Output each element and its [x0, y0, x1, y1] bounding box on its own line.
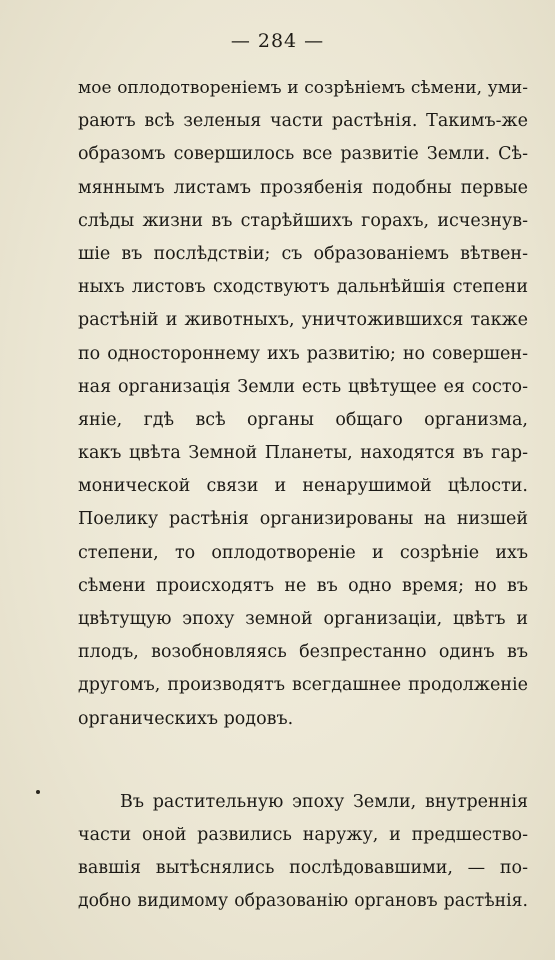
- text-line: степени, то оплодотвореніе и созрѣніе ихъ: [78, 542, 528, 563]
- paragraph-gap: [78, 736, 528, 786]
- ink-speck: [36, 790, 40, 794]
- text-line: по одностороннему ихъ развитію; но совершен-: [78, 343, 528, 364]
- text-line: мое оплодотвореніемъ и созрѣніемъ сѣмени, уми-: [78, 78, 528, 98]
- text-line: растѣній и животныхъ, уничтожившихся также: [78, 310, 528, 331]
- text-line: вавшія вытѣснялись послѣдовавшими, — по-: [78, 858, 528, 879]
- text-line: ная организація Земли есть цвѣтущее ея состо-: [78, 376, 528, 397]
- text-line: сѣмени происходятъ не въ одно время; но въ: [78, 575, 528, 596]
- text-line: плодъ, возобновляясь безпрестанно одинъ въ: [78, 642, 528, 663]
- text-line: части оной развились наружу, и предшество-: [78, 824, 528, 845]
- body-text: [78, 72, 528, 919]
- text-line: какъ цвѣта Земной Планеты, находятся въ гар-: [78, 443, 528, 464]
- text-line: образомъ совершилось все развитіе Земли. Сѣ-: [78, 144, 528, 165]
- text-line: Въ растительную эпоху Земли, внутреннія: [120, 791, 528, 812]
- text-line: органическихъ родовъ.: [78, 708, 294, 729]
- paragraph-1: [78, 72, 528, 736]
- page-number: — 284 —: [230, 30, 325, 52]
- text-line: ныхъ листовъ сходствуютъ дальнѣйшія степени: [78, 277, 528, 298]
- text-line: раютъ всѣ зеленыя части растѣнія. Такимъ-же: [78, 111, 528, 132]
- text-line: другомъ, производятъ всегдашнее продолженіе: [78, 675, 528, 696]
- text-line: Поелику растѣнія организированы на низшей: [78, 509, 528, 530]
- text-line: слѣды жизни въ старѣйшихъ горахъ, исчезнув-: [78, 210, 528, 231]
- text-line: мяннымъ листамъ прозябенія подобны первые: [78, 177, 528, 198]
- paragraph-2: [78, 786, 528, 919]
- text-line: цвѣтущую эпоху земной организаціи, цвѣтъ и: [78, 609, 528, 629]
- text-line: добно видимому образованію органовъ растѣнія.: [78, 891, 528, 912]
- text-line: яніе, гдѣ всѣ органы общаго организма,: [78, 409, 528, 430]
- text-line: монической связи и ненарушимой цѣлости.: [78, 476, 528, 497]
- text-line: шіе въ послѣдствіи; съ образованіемъ вѣтвен-: [78, 243, 528, 264]
